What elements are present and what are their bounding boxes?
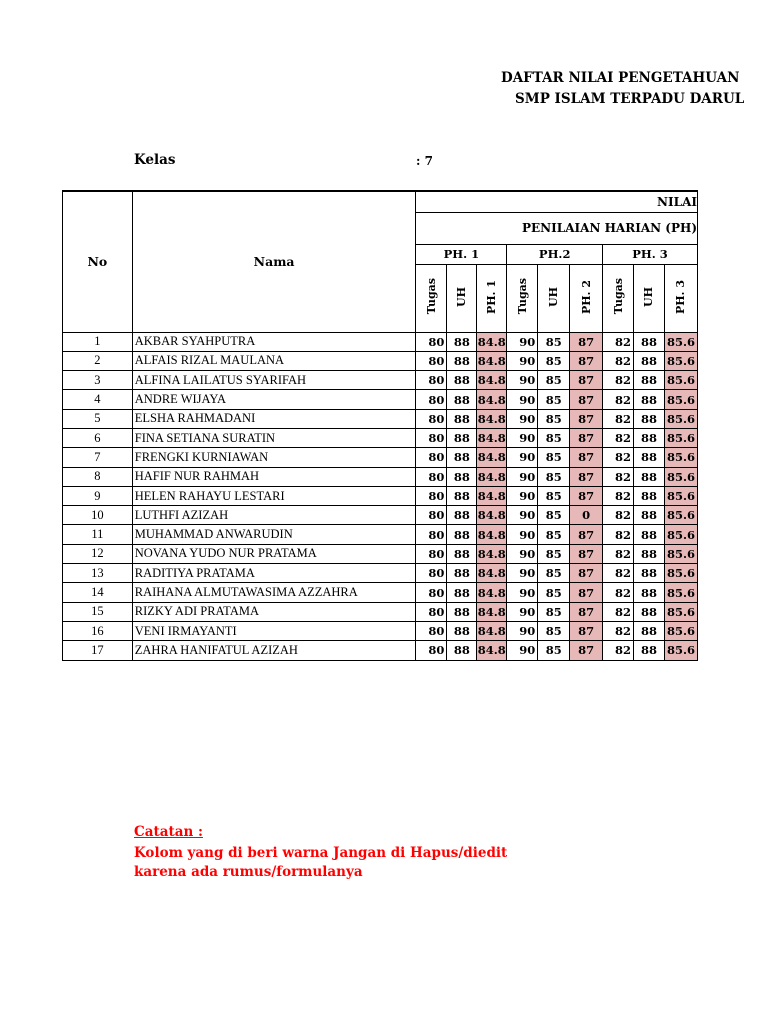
row-number: 15 <box>63 602 133 621</box>
row-number: 6 <box>63 428 133 447</box>
grade-cell[interactable]: 88 <box>634 641 665 660</box>
table-row <box>63 332 698 351</box>
ph-score-cell[interactable]: 85.6 <box>664 621 697 640</box>
grade-cell[interactable]: 90 <box>507 486 538 505</box>
ph-score-cell[interactable]: 84.8 <box>477 409 507 428</box>
row-number: 12 <box>63 544 133 563</box>
grade-cell[interactable]: 90 <box>507 371 538 390</box>
ph-score-cell[interactable]: 87 <box>570 525 603 544</box>
grade-cell[interactable]: 85 <box>538 602 570 621</box>
student-name[interactable]: ALFAIS RIZAL MAULANA <box>132 351 416 370</box>
ph-score-cell[interactable]: 85.6 <box>664 467 697 486</box>
grade-cell[interactable]: 85 <box>538 544 570 563</box>
subheader-5 <box>570 264 603 332</box>
grade-cell[interactable]: 82 <box>603 486 634 505</box>
ph-score-cell[interactable]: 87 <box>570 428 603 447</box>
grade-cell[interactable]: 80 <box>416 564 447 583</box>
grade-cell[interactable]: 82 <box>603 621 634 640</box>
grade-cell[interactable]: 88 <box>634 506 665 525</box>
subheader-4 <box>538 264 570 332</box>
ph-score-cell[interactable]: 85.6 <box>664 641 697 660</box>
ph-score-cell[interactable]: 87 <box>570 602 603 621</box>
grade-cell[interactable]: 85 <box>538 371 570 390</box>
grade-cell[interactable]: 90 <box>507 448 538 467</box>
grade-cell[interactable]: 82 <box>603 564 634 583</box>
ph-score-cell[interactable]: 87 <box>570 544 603 563</box>
grade-cell[interactable]: 80 <box>416 544 447 563</box>
subheader-label: PH. 1 <box>485 279 499 314</box>
subheader-label: Tugas <box>515 278 529 315</box>
grade-cell[interactable]: 88 <box>447 602 477 621</box>
subheader-label: PH. 3 <box>674 279 688 314</box>
student-name[interactable]: ANDRE WIJAYA <box>132 390 416 409</box>
grade-cell[interactable]: 90 <box>507 525 538 544</box>
note-line-2: karena ada rumus/formulanya <box>134 864 363 880</box>
grade-cell[interactable]: 88 <box>634 602 665 621</box>
grade-cell[interactable]: 85 <box>538 332 570 351</box>
row-number: 7 <box>63 448 133 467</box>
student-name[interactable]: AKBAR SYAHPUTRA <box>132 332 416 351</box>
grade-cell[interactable]: 82 <box>603 525 634 544</box>
grade-cell[interactable]: 80 <box>416 506 447 525</box>
table-row <box>63 602 698 621</box>
grade-cell[interactable]: 82 <box>603 332 634 351</box>
ph-score-cell[interactable]: 84.8 <box>477 583 507 602</box>
subheader-6 <box>603 264 634 332</box>
grade-cell[interactable]: 88 <box>634 467 665 486</box>
grade-cell[interactable]: 82 <box>603 371 634 390</box>
grade-cell[interactable]: 88 <box>447 564 477 583</box>
row-number: 10 <box>63 506 133 525</box>
grade-cell[interactable]: 80 <box>416 428 447 447</box>
row-number: 8 <box>63 467 133 486</box>
ph-score-cell[interactable]: 85.6 <box>664 371 697 390</box>
student-name[interactable]: LUTHFI AZIZAH <box>132 506 416 525</box>
table-row <box>63 467 698 486</box>
ph-score-cell[interactable]: 84.8 <box>477 467 507 486</box>
grade-cell[interactable]: 88 <box>634 428 665 447</box>
subheader-label: UH <box>547 286 561 307</box>
grade-cell[interactable]: 88 <box>447 621 477 640</box>
grade-cell[interactable]: 88 <box>634 351 665 370</box>
ph-score-cell[interactable]: 87 <box>570 564 603 583</box>
ph-score-cell[interactable]: 84.8 <box>477 544 507 563</box>
ph-score-cell[interactable]: 87 <box>570 409 603 428</box>
grade-cell[interactable]: 88 <box>634 583 665 602</box>
ph-score-cell[interactable]: 84.8 <box>477 390 507 409</box>
subheader-label: PH. 2 <box>579 279 593 314</box>
ph-score-cell[interactable]: 85.6 <box>664 506 697 525</box>
grade-cell[interactable]: 80 <box>416 621 447 640</box>
grade-cell[interactable]: 80 <box>416 486 447 505</box>
grade-cell[interactable]: 82 <box>603 583 634 602</box>
grade-cell[interactable]: 88 <box>447 525 477 544</box>
table-row <box>63 371 698 390</box>
grade-cell[interactable]: 90 <box>507 467 538 486</box>
ph-score-cell[interactable]: 87 <box>570 371 603 390</box>
ph-score-cell[interactable]: 87 <box>570 621 603 640</box>
header-no: No <box>63 191 133 332</box>
ph-score-cell[interactable]: 85.6 <box>664 448 697 467</box>
header-penilaian-harian: PENILAIAN HARIAN (PH) <box>416 212 698 244</box>
table-row <box>63 486 698 505</box>
table-row <box>63 428 698 447</box>
grade-cell[interactable]: 82 <box>603 351 634 370</box>
ph-score-cell[interactable]: 84.8 <box>477 506 507 525</box>
grade-cell[interactable]: 85 <box>538 525 570 544</box>
student-name[interactable]: ELSHA RAHMADANI <box>132 409 416 428</box>
grade-cell[interactable]: 85 <box>538 467 570 486</box>
row-number: 16 <box>63 621 133 640</box>
note-label: Catatan : <box>134 824 203 840</box>
grade-cell[interactable]: 80 <box>416 371 447 390</box>
grade-cell[interactable]: 88 <box>634 525 665 544</box>
table-row <box>63 583 698 602</box>
ph-score-cell[interactable]: 85.6 <box>664 602 697 621</box>
table-row <box>63 525 698 544</box>
ph-score-cell[interactable]: 87 <box>570 351 603 370</box>
ph-score-cell[interactable]: 84.8 <box>477 564 507 583</box>
ph-score-cell[interactable]: 87 <box>570 486 603 505</box>
ph-score-cell[interactable]: 85.6 <box>664 486 697 505</box>
ph-score-cell[interactable]: 84.8 <box>477 332 507 351</box>
table-row <box>63 448 698 467</box>
grade-cell[interactable]: 88 <box>634 409 665 428</box>
table-row <box>63 641 698 660</box>
table-row <box>63 409 698 428</box>
grade-cell[interactable]: 90 <box>507 564 538 583</box>
ph-score-cell[interactable]: 87 <box>570 641 603 660</box>
document-title <box>0 0 768 120</box>
student-name[interactable]: FRENGKI KURNIAWAN <box>132 448 416 467</box>
subheader-label: UH <box>455 286 469 307</box>
grade-cell[interactable]: 85 <box>538 641 570 660</box>
grade-cell[interactable]: 90 <box>507 621 538 640</box>
grade-cell[interactable]: 90 <box>507 641 538 660</box>
subheader-label: UH <box>642 286 656 307</box>
student-name[interactable]: FINA SETIANA SURATIN <box>132 428 416 447</box>
ph-score-cell[interactable]: 87 <box>570 448 603 467</box>
ph-score-cell[interactable]: 85.6 <box>664 409 697 428</box>
row-number: 4 <box>63 390 133 409</box>
ph-score-cell[interactable]: 84.8 <box>477 351 507 370</box>
ph-score-cell[interactable]: 84.8 <box>477 486 507 505</box>
ph-score-cell[interactable]: 84.8 <box>477 448 507 467</box>
ph-score-cell[interactable]: 85.6 <box>664 332 697 351</box>
table-row <box>63 351 698 370</box>
row-number: 9 <box>63 486 133 505</box>
grade-cell[interactable]: 80 <box>416 641 447 660</box>
title-line-2: SMP ISLAM TERPADU DARUL <box>515 91 745 107</box>
header-ph1-group: PH. 1 <box>416 244 507 264</box>
grades-table-body <box>63 332 698 660</box>
grade-cell[interactable]: 88 <box>634 564 665 583</box>
table-row <box>63 390 698 409</box>
header-nilai: NILAI <box>416 191 698 212</box>
row-number: 3 <box>63 371 133 390</box>
grade-cell[interactable]: 90 <box>507 332 538 351</box>
student-name[interactable]: RIZKY ADI PRATAMA <box>132 602 416 621</box>
grade-cell[interactable]: 80 <box>416 351 447 370</box>
table-row <box>63 544 698 563</box>
grade-cell[interactable]: 90 <box>507 583 538 602</box>
grade-cell[interactable]: 85 <box>538 583 570 602</box>
ph-score-cell[interactable]: 85.6 <box>664 583 697 602</box>
student-name[interactable]: RADITIYA PRATAMA <box>132 564 416 583</box>
grade-cell[interactable]: 88 <box>634 371 665 390</box>
grade-cell[interactable]: 82 <box>603 506 634 525</box>
ph-score-cell[interactable]: 87 <box>570 390 603 409</box>
student-name[interactable]: NOVANA YUDO NUR PRATAMA <box>132 544 416 563</box>
grade-cell[interactable]: 88 <box>634 390 665 409</box>
subheader-label: Tugas <box>611 278 625 315</box>
table-row <box>63 621 698 640</box>
grade-cell[interactable]: 88 <box>634 486 665 505</box>
kelas-value: : 7 <box>416 154 433 168</box>
grade-cell[interactable]: 88 <box>447 390 477 409</box>
grades-table <box>62 190 698 661</box>
ph-score-cell[interactable]: 84.8 <box>477 641 507 660</box>
grade-cell[interactable]: 82 <box>603 409 634 428</box>
row-number: 14 <box>63 583 133 602</box>
grade-cell[interactable]: 85 <box>538 486 570 505</box>
grade-cell[interactable]: 90 <box>507 390 538 409</box>
grade-cell[interactable]: 88 <box>447 409 477 428</box>
row-number: 17 <box>63 641 133 660</box>
grade-cell[interactable]: 90 <box>507 351 538 370</box>
ph-score-cell[interactable]: 87 <box>570 583 603 602</box>
ph-score-cell[interactable]: 84.8 <box>477 602 507 621</box>
ph-score-cell[interactable]: 87 <box>570 467 603 486</box>
grade-cell[interactable]: 80 <box>416 409 447 428</box>
student-name[interactable]: MUHAMMAD ANWARUDIN <box>132 525 416 544</box>
grade-cell[interactable]: 90 <box>507 428 538 447</box>
header-ph3-group: PH. 3 <box>603 244 698 264</box>
grade-cell[interactable]: 88 <box>447 583 477 602</box>
ph-score-cell[interactable]: 84.8 <box>477 428 507 447</box>
grades-table-container <box>62 190 698 670</box>
grade-cell[interactable]: 80 <box>416 583 447 602</box>
grade-cell[interactable]: 82 <box>603 602 634 621</box>
grade-cell[interactable]: 85 <box>538 448 570 467</box>
grade-cell[interactable]: 85 <box>538 428 570 447</box>
ph-score-cell[interactable]: 85.6 <box>664 525 697 544</box>
grade-cell[interactable]: 80 <box>416 525 447 544</box>
grade-cell[interactable]: 88 <box>447 544 477 563</box>
grade-cell[interactable]: 82 <box>603 448 634 467</box>
student-name[interactable]: HELEN RAHAYU LESTARI <box>132 486 416 505</box>
grade-cell[interactable]: 80 <box>416 602 447 621</box>
table-row <box>63 564 698 583</box>
grade-cell[interactable]: 88 <box>634 332 665 351</box>
student-name[interactable]: VENI IRMAYANTI <box>132 621 416 640</box>
grade-cell[interactable]: 88 <box>634 544 665 563</box>
grade-cell[interactable]: 88 <box>447 486 477 505</box>
student-name[interactable]: RAIHANA ALMUTAWASIMA AZZAHRA <box>132 583 416 602</box>
grade-cell[interactable]: 80 <box>416 448 447 467</box>
table-row <box>63 506 698 525</box>
student-name[interactable]: ALFINA LAILATUS SYARIFAH <box>132 371 416 390</box>
grade-cell[interactable]: 88 <box>447 371 477 390</box>
row-number: 11 <box>63 525 133 544</box>
ph-score-cell[interactable]: 85.6 <box>664 428 697 447</box>
ph-score-cell[interactable]: 84.8 <box>477 525 507 544</box>
title-line-1: DAFTAR NILAI PENGETAHUAN <box>501 70 740 86</box>
row-number: 13 <box>63 564 133 583</box>
kelas-label: Kelas <box>134 152 176 168</box>
grade-cell[interactable]: 85 <box>538 621 570 640</box>
subheader-2 <box>477 264 507 332</box>
subheader-0 <box>416 264 447 332</box>
grade-cell[interactable]: 90 <box>507 409 538 428</box>
grade-cell[interactable]: 88 <box>634 621 665 640</box>
subheader-7 <box>634 264 665 332</box>
grade-cell[interactable]: 82 <box>603 544 634 563</box>
ph-score-cell[interactable]: 85.6 <box>664 544 697 563</box>
grade-cell[interactable]: 85 <box>538 390 570 409</box>
grade-cell[interactable]: 90 <box>507 544 538 563</box>
ph-score-cell[interactable]: 84.8 <box>477 371 507 390</box>
grade-cell[interactable]: 85 <box>538 409 570 428</box>
subheader-label: Tugas <box>424 278 438 315</box>
grade-cell[interactable]: 88 <box>447 428 477 447</box>
ph-score-cell[interactable]: 85.6 <box>664 564 697 583</box>
ph-score-cell[interactable]: 85.6 <box>664 390 697 409</box>
student-name[interactable]: HAFIF NUR RAHMAH <box>132 467 416 486</box>
grade-cell[interactable]: 88 <box>447 506 477 525</box>
note-line-1: Kolom yang di beri warna Jangan di Hapus/diedit <box>134 845 508 861</box>
subheader-1 <box>447 264 477 332</box>
row-number: 1 <box>63 332 133 351</box>
grade-cell[interactable]: 80 <box>416 390 447 409</box>
subheader-8 <box>664 264 697 332</box>
grade-cell[interactable]: 82 <box>603 467 634 486</box>
grade-cell[interactable]: 80 <box>416 467 447 486</box>
grade-cell[interactable]: 88 <box>634 448 665 467</box>
grade-cell[interactable]: 82 <box>603 428 634 447</box>
subheader-3 <box>507 264 538 332</box>
header-nama: Nama <box>132 191 416 332</box>
row-number: 5 <box>63 409 133 428</box>
grade-cell[interactable]: 88 <box>447 467 477 486</box>
grade-cell[interactable]: 85 <box>538 351 570 370</box>
student-name[interactable]: ZAHRA HANIFATUL AZIZAH <box>132 641 416 660</box>
ph-score-cell[interactable]: 0 <box>570 506 603 525</box>
grade-cell[interactable]: 88 <box>447 351 477 370</box>
grade-cell[interactable]: 85 <box>538 564 570 583</box>
grade-cell[interactable]: 88 <box>447 641 477 660</box>
grade-cell[interactable]: 80 <box>416 332 447 351</box>
grade-cell[interactable]: 88 <box>447 448 477 467</box>
grade-cell[interactable]: 90 <box>507 506 538 525</box>
header-ph2-group: PH.2 <box>507 244 603 264</box>
grade-cell[interactable]: 85 <box>538 506 570 525</box>
ph-score-cell[interactable]: 85.6 <box>664 351 697 370</box>
grade-cell[interactable]: 82 <box>603 641 634 660</box>
grade-cell[interactable]: 90 <box>507 602 538 621</box>
grade-cell[interactable]: 88 <box>447 332 477 351</box>
row-number: 2 <box>63 351 133 370</box>
grade-cell[interactable]: 82 <box>603 390 634 409</box>
ph-score-cell[interactable]: 84.8 <box>477 621 507 640</box>
ph-score-cell[interactable]: 87 <box>570 332 603 351</box>
